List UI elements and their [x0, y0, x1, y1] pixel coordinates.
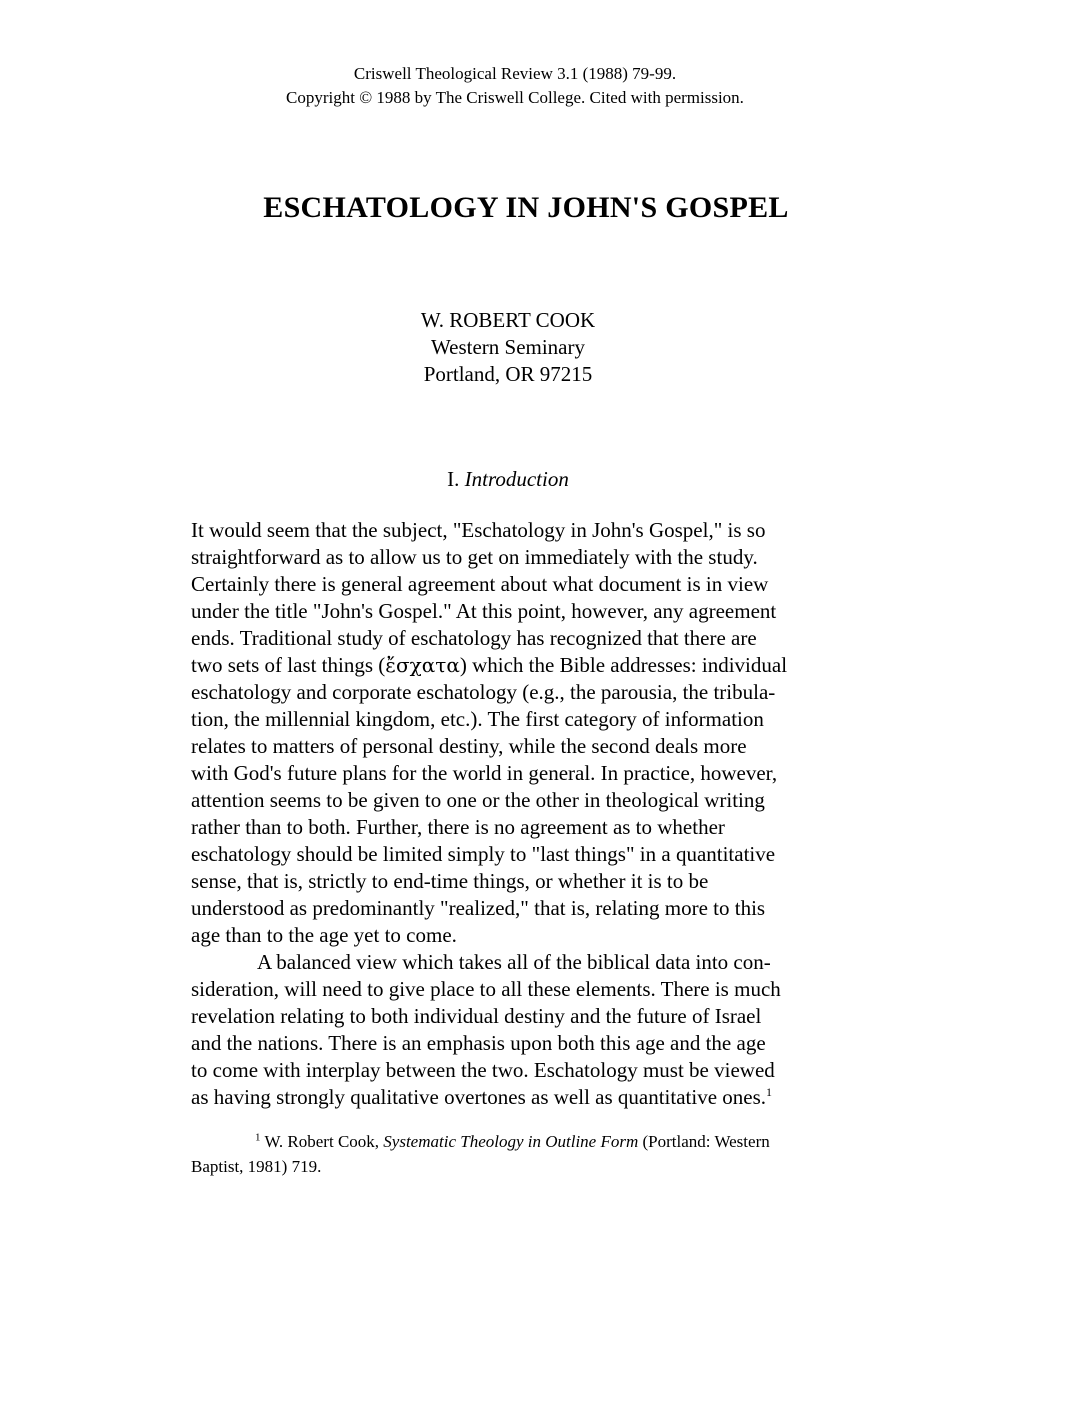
footnote-book-title: Systematic Theology in Outline Form: [383, 1132, 639, 1151]
article-title: ESCHATOLOGY IN JOHN'S GOSPEL: [263, 191, 789, 224]
footnote: [191, 1129, 871, 1179]
author-block: [0, 307, 1016, 388]
text-line: [191, 1084, 851, 1111]
text-line: eschatology should be limited simply to "last things" in a quantitative: [191, 842, 776, 866]
citation-line: Criswell Theological Review 3.1 (1988) 79-99.: [353, 64, 677, 83]
text-line: tion, the millennial kingdom, etc.). The first category of information: [191, 707, 764, 731]
body-text: [191, 517, 851, 1111]
author-name: W. ROBERT COOK: [420, 308, 596, 332]
footnote-number: 1: [255, 1131, 261, 1144]
footnote-reference[interactable]: 1: [766, 1085, 773, 1099]
text-line: A balanced view which takes all of the biblical data into con-: [257, 950, 771, 974]
paragraph-1: [191, 517, 851, 949]
text-line: straightforward as to allow us to get on immediately with the study.: [191, 545, 758, 569]
text-line: sense, that is, strictly to end-time things, or whether it is to be: [191, 869, 709, 893]
text-line: ends. Traditional study of eschatology has recognized that there are: [191, 626, 757, 650]
text-line: relates to matters of personal destiny, while the second deals more: [191, 734, 747, 758]
text-line: eschatology and corporate eschatology (e.g., the parousia, the tribula-: [191, 680, 776, 704]
footnote-line: [191, 1129, 871, 1154]
greek-term: ἔσχατα: [385, 653, 460, 677]
footnote-line: Baptist, 1981) 719.: [191, 1157, 322, 1176]
text-line: rather than to both. Further, there is no agreement as to whether: [191, 815, 725, 839]
text-line: Certainly there is general agreement about what document is in view: [191, 572, 769, 596]
author-location: Portland, OR 97215: [423, 362, 593, 386]
section-number: I.: [447, 467, 460, 491]
text-line: sideration, will need to give place to all these elements. There is much: [191, 977, 781, 1001]
text-line: with God's future plans for the world in general. In practice, however,: [191, 761, 778, 785]
footnote-publication: (Portland: Western: [638, 1132, 770, 1151]
text-line: understood as predominantly "realized," that is, relating more to this: [191, 896, 766, 920]
author-institution: Western Seminary: [430, 335, 585, 359]
section-heading: [0, 465, 1016, 493]
section-title: Introduction: [464, 467, 569, 491]
text-line: attention seems to be given to one or the other in theological writing: [191, 788, 765, 812]
text-line: revelation relating to both individual destiny and the future of Israel: [191, 1004, 762, 1028]
journal-header: [0, 62, 1030, 110]
text-line: to come with interplay between the two. Eschatology must be viewed: [191, 1058, 775, 1082]
text-line: and the nations. There is an emphasis upon both this age and the age: [191, 1031, 766, 1055]
text-line: [191, 652, 851, 679]
text-segment: ) which the Bible addresses: individual: [459, 653, 788, 677]
footnote-author: W. Robert Cook,: [260, 1132, 384, 1151]
text-segment: two sets of last things (: [191, 653, 386, 677]
text-line: It would seem that the subject, "Eschatology in John's Gospel," is so: [191, 518, 766, 542]
text-segment: as having strongly qualitative overtones as well as quantitative ones.: [191, 1085, 767, 1109]
paragraph-2: [191, 949, 851, 1111]
text-line: age than to the age yet to come.: [191, 923, 457, 947]
copyright-line: Copyright © 1988 by The Criswell College. Cited with permission.: [286, 88, 744, 107]
text-line: under the title "John's Gospel." At this point, however, any agreement: [191, 599, 777, 623]
